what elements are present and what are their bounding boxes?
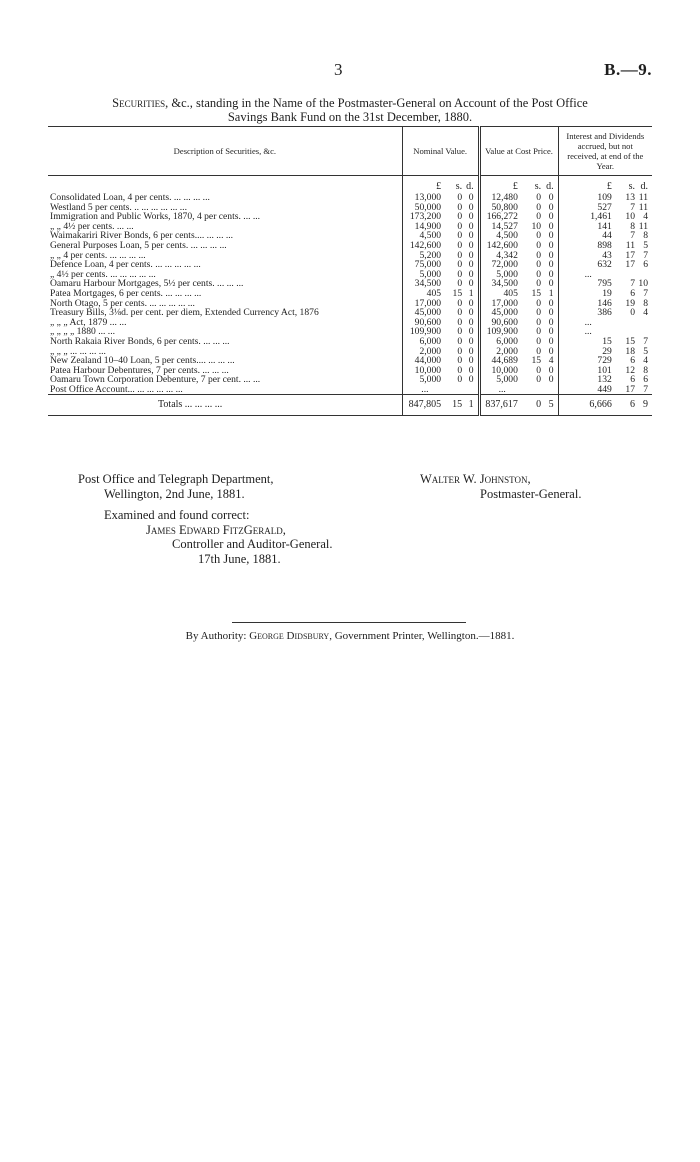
unit-shillings: s.: [534, 181, 542, 193]
table-row: [48, 337, 652, 347]
interest-shillings: 19: [625, 298, 636, 309]
interest-pounds: 15: [558, 337, 618, 347]
interest-pence: 4: [643, 356, 648, 366]
printer-imprint: [48, 630, 652, 642]
cost-pence: 0: [548, 250, 554, 261]
table-row: [48, 318, 652, 328]
table-row: [48, 231, 652, 241]
paper-reference: B.—9.: [604, 60, 652, 79]
interest-shillings: 11: [625, 240, 636, 251]
cost-pence: 0: [548, 193, 554, 203]
interest-pence: 6: [643, 375, 648, 385]
table-header-row: [48, 127, 652, 176]
title-line2: Savings Bank Fund on the 31st December, 1880.: [227, 110, 473, 124]
divider: [232, 622, 466, 623]
interest-pence: 10: [638, 279, 648, 289]
interest-pounds: ...: [558, 318, 618, 328]
nominal-shillings: 0: [457, 365, 463, 376]
interest-pence: 7: [643, 336, 648, 347]
interest-pounds: ...: [558, 270, 618, 280]
cost-shillings: 0: [536, 240, 542, 251]
table-row: [48, 251, 652, 261]
nominal-pence: 0: [468, 336, 474, 347]
cost-pence: 1: [548, 288, 554, 299]
table-row: [48, 212, 652, 222]
imprint-suffix: , Government Printer, Wellington.—1881.: [329, 630, 515, 642]
nominal-pounds: 109,900: [402, 327, 447, 337]
cost-shillings: 0: [536, 365, 542, 376]
cost-shillings: 15: [531, 288, 542, 299]
interest-pounds: 146: [558, 299, 618, 309]
nominal-shillings: 0: [457, 193, 463, 203]
nominal-pence: 0: [468, 193, 474, 203]
nominal-pence: 0: [468, 250, 474, 261]
nominal-shillings: 0: [457, 231, 463, 241]
nominal-pence: 0: [468, 327, 474, 337]
security-description: North Otago, 5 per cents. ... ... ... ... ...: [50, 298, 195, 309]
totals-nominal-pounds: 847,805: [402, 395, 447, 416]
cost-pence: 0: [548, 231, 554, 241]
cost-pounds: 45,000: [479, 308, 524, 318]
interest-pence: 8: [643, 365, 648, 376]
interest-pounds: 386: [558, 308, 618, 318]
nominal-shillings: 15: [452, 288, 463, 299]
interest-shillings: 17: [625, 250, 636, 261]
cost-pence: 0: [548, 327, 554, 337]
interest-pounds: 43: [558, 251, 618, 261]
nominal-pence: 0: [468, 240, 474, 251]
cost-pounds: 34,500: [479, 279, 524, 289]
signatory-title: Postmaster-General.: [480, 487, 582, 501]
nominal-pounds: 50,000: [402, 203, 447, 213]
cost-pounds: 90,600: [479, 318, 524, 328]
cost-pence: 0: [548, 221, 554, 232]
header-description: Description of Securities, &c.: [48, 127, 402, 176]
cost-pounds: 44,689: [479, 356, 524, 366]
cost-shillings: 0: [536, 279, 542, 289]
nominal-pounds: 2,000: [402, 347, 447, 357]
nominal-shillings: 0: [457, 298, 463, 309]
printer-name: George Didsbury: [249, 630, 330, 642]
cost-shillings: 0: [536, 212, 542, 222]
nominal-pounds: 4,500: [402, 231, 447, 241]
nominal-shillings: 0: [457, 250, 463, 261]
interest-pence: [637, 318, 652, 328]
cost-pounds: 405: [479, 289, 524, 299]
cost-pence: 0: [548, 375, 554, 385]
totals-cost-shillings: 0: [524, 395, 543, 416]
interest-pence: 11: [638, 221, 648, 232]
cost-shillings: 0: [536, 202, 542, 213]
security-description: „ 4½ per cents. ... ... ... ... ...: [50, 269, 156, 280]
interest-pence: 11: [638, 202, 648, 213]
cost-pence: 0: [548, 202, 554, 213]
units-row: [48, 176, 652, 194]
cost-pence: 0: [548, 365, 554, 376]
interest-shillings: 0: [630, 308, 636, 318]
nominal-shillings: 0: [457, 375, 463, 385]
cost-shillings: 0: [536, 346, 542, 357]
cost-shillings: 0: [536, 250, 542, 261]
interest-pence: 5: [643, 240, 648, 251]
cost-shillings: 10: [531, 221, 542, 232]
cost-pence: 0: [548, 240, 554, 251]
cost-shillings: 0: [536, 336, 542, 347]
nominal-pence: [464, 385, 479, 395]
nominal-pounds: 44,000: [402, 356, 447, 366]
interest-shillings: 6: [630, 375, 636, 385]
auditor-name: James Edward FitzGerald,: [146, 522, 286, 537]
nominal-pounds: 34,500: [402, 279, 447, 289]
nominal-pounds: 90,600: [402, 318, 447, 328]
cost-pounds: 166,272: [479, 212, 524, 222]
cost-shillings: 0: [536, 327, 542, 337]
nominal-shillings: 0: [457, 336, 463, 347]
interest-pence: 7: [643, 288, 648, 299]
interest-pounds: 1,461: [558, 212, 618, 222]
nominal-pence: 0: [468, 356, 474, 366]
nominal-shillings: 0: [457, 327, 463, 337]
interest-pounds: 132: [558, 375, 618, 385]
security-description: Treasury Bills, 3⅛d. per cent. per diem, Extended Currency Act, 1876: [50, 308, 319, 318]
unit-pence: d.: [640, 181, 648, 193]
cost-shillings: [524, 385, 543, 395]
cost-pounds: 109,900: [479, 327, 524, 337]
cost-pounds: 17,000: [479, 299, 524, 309]
cost-shillings: 15: [531, 356, 542, 366]
nominal-pence: 0: [468, 260, 474, 270]
interest-pence: 4: [643, 212, 648, 222]
interest-pence: 6: [643, 260, 648, 270]
nominal-pence: 0: [468, 231, 474, 241]
postmaster-signature: [420, 472, 581, 502]
cost-pence: 0: [548, 260, 554, 270]
security-description: Patea Harbour Debentures, 7 per cents. ... ... ...: [50, 365, 229, 376]
interest-pence: [637, 327, 652, 337]
security-description: „ „ 4 per cents. ... ... ... ...: [50, 250, 146, 261]
interest-shillings: 17: [625, 384, 636, 395]
interest-pounds: 19: [558, 289, 618, 299]
header-nominal: Nominal Value.: [402, 127, 479, 176]
interest-pounds: 101: [558, 366, 618, 376]
cost-pounds: 5,000: [479, 270, 524, 280]
table-row: [48, 203, 652, 213]
nominal-pounds: ...: [402, 385, 447, 395]
nominal-shillings: 0: [457, 202, 463, 213]
cost-pounds: 2,000: [479, 347, 524, 357]
nominal-pence: 0: [468, 346, 474, 357]
header-cost: Value at Cost Price.: [479, 127, 558, 176]
interest-shillings: 6: [630, 356, 636, 366]
nominal-pence: 0: [468, 365, 474, 376]
cost-shillings: 0: [536, 375, 542, 385]
unit-pounds: £: [479, 176, 524, 194]
interest-shillings: 18: [625, 346, 636, 357]
nominal-shillings: 0: [457, 308, 463, 318]
header-interest: Interest and Dividends accrued, but not received, at end of the Year.: [558, 127, 652, 176]
cost-shillings: 0: [536, 308, 542, 318]
table-row: [48, 241, 652, 251]
nominal-pounds: 5,000: [402, 375, 447, 385]
nominal-shillings: 0: [457, 356, 463, 366]
cost-pounds: 14,527: [479, 222, 524, 232]
cost-pence: 0: [548, 298, 554, 309]
interest-pounds: 29: [558, 347, 618, 357]
cost-pence: 0: [548, 346, 554, 357]
interest-shillings: 12: [625, 365, 636, 376]
signatory-name: Walter W. Johnston,: [420, 472, 531, 486]
nominal-shillings: 0: [457, 260, 463, 270]
totals-interest-shillings: 6: [618, 395, 637, 416]
security-description: Westland 5 per cents. .. ... ... ... ... ...: [50, 202, 187, 213]
security-description: Patea Mortgages, 6 per cents. ... ... ... ...: [50, 288, 202, 299]
unit-pounds: £: [558, 176, 618, 194]
totals-nominal-shillings: 15: [447, 395, 464, 416]
table-row: [48, 327, 652, 337]
interest-pence: 4: [643, 308, 648, 318]
security-description: New Zealand 10–40 Loan, 5 per cents.... ... ... ...: [50, 356, 235, 366]
nominal-pounds: 13,000: [402, 193, 447, 203]
security-description: „ „ 4½ per cents. ... ...: [50, 221, 134, 232]
unit-shillings: s.: [455, 181, 463, 193]
audit-certificate: [104, 508, 332, 566]
totals-cost-pence: 5: [543, 395, 558, 416]
interest-shillings: [618, 318, 637, 328]
nominal-pence: 0: [468, 308, 474, 318]
cost-pounds: 12,480: [479, 193, 524, 203]
security-description: „ „ „ ... ... ... ...: [50, 346, 106, 357]
interest-shillings: 17: [625, 260, 636, 270]
nominal-shillings: 0: [457, 221, 463, 232]
interest-shillings: [618, 270, 637, 280]
security-description: Defence Loan, 4 per cents. ... ... ... ... ...: [50, 260, 201, 270]
cost-shillings: 0: [536, 317, 542, 328]
totals-interest-pounds: 6,666: [558, 395, 618, 416]
totals-cost-pounds: 837,617: [479, 395, 524, 416]
security-description: Oamaru Harbour Mortgages, 5½ per cents. ... ... ...: [50, 279, 244, 289]
cost-pence: [543, 385, 558, 395]
securities-table: [48, 126, 652, 416]
nominal-pence: 0: [468, 317, 474, 328]
nominal-pounds: 17,000: [402, 299, 447, 309]
security-description: „ „ „ Act, 1879 ... ...: [50, 317, 127, 328]
totals-interest-pence: 9: [637, 395, 652, 416]
table-row: [48, 289, 652, 299]
security-description: Oamaru Town Corporation Debenture, 7 per cent. ... ...: [50, 375, 261, 385]
table-row: [48, 222, 652, 232]
nominal-pence: 0: [468, 202, 474, 213]
nominal-pence: 0: [468, 221, 474, 232]
cost-pence: 0: [548, 317, 554, 328]
cost-pounds: 6,000: [479, 337, 524, 347]
unit-shillings: s.: [628, 181, 636, 193]
nominal-shillings: 0: [457, 279, 463, 289]
interest-pence: 5: [643, 346, 648, 357]
statement-title: [48, 96, 652, 124]
nominal-pence: 0: [468, 298, 474, 309]
nominal-shillings: 0: [457, 269, 463, 280]
interest-pounds: 44: [558, 231, 618, 241]
cost-pounds: 50,800: [479, 203, 524, 213]
cost-pounds: 4,500: [479, 231, 524, 241]
signature-place-date: Wellington, 2nd June, 1881.: [104, 487, 245, 501]
interest-pence: 11: [638, 193, 648, 203]
audit-examined: Examined and found correct:: [104, 508, 250, 522]
nominal-pounds: 10,000: [402, 366, 447, 376]
nominal-pounds: 142,600: [402, 241, 447, 251]
nominal-shillings: 0: [457, 346, 463, 357]
interest-pence: 8: [643, 298, 648, 309]
unit-pounds: £: [402, 176, 447, 194]
department-signature: [78, 472, 273, 502]
interest-pounds: 109: [558, 193, 618, 203]
security-description: Immigration and Public Works, 1870, 4 per cents. ... ...: [50, 212, 261, 222]
table-row: [48, 279, 652, 289]
table-row: [48, 299, 652, 309]
nominal-pence: 0: [468, 375, 474, 385]
cost-pence: 0: [548, 279, 554, 289]
cost-pounds: 142,600: [479, 241, 524, 251]
nominal-shillings: 0: [457, 240, 463, 251]
cost-pence: 0: [548, 212, 554, 222]
cost-pounds: 4,342: [479, 251, 524, 261]
nominal-pence: 0: [468, 279, 474, 289]
security-description: „ „ „ „ 1880 ... ...: [50, 327, 116, 337]
nominal-pence: 0: [468, 212, 474, 222]
nominal-pounds: 6,000: [402, 337, 447, 347]
title-lead: Securities: [112, 96, 166, 110]
interest-pence: 7: [643, 384, 648, 395]
nominal-pence: 1: [468, 288, 474, 299]
table-row: [48, 308, 652, 318]
unit-pence: d.: [546, 181, 554, 193]
unit-pence: d.: [466, 181, 474, 193]
table-row: [48, 366, 652, 376]
nominal-pounds: 405: [402, 289, 447, 299]
security-description: General Purposes Loan, 5 per cents. ... ... ... ...: [50, 240, 227, 251]
totals-row: [48, 395, 652, 416]
cost-pounds: 10,000: [479, 366, 524, 376]
nominal-shillings: 0: [457, 317, 463, 328]
interest-pence: 8: [643, 231, 648, 241]
interest-pounds: 141: [558, 222, 618, 232]
interest-shillings: 7: [630, 202, 636, 213]
cost-shillings: 0: [536, 193, 542, 203]
imprint-prefix: By Authority:: [185, 630, 250, 642]
cost-pence: 0: [548, 336, 554, 347]
interest-shillings: 6: [630, 288, 636, 299]
interest-pounds: 632: [558, 260, 618, 270]
department-name: Post Office and Telegraph Department,: [78, 472, 274, 486]
table-row: [48, 385, 652, 395]
interest-pence: [637, 270, 652, 280]
interest-shillings: 10: [625, 212, 636, 222]
nominal-shillings: [447, 385, 464, 395]
cost-pence: 0: [548, 308, 554, 318]
security-description: Waimakariri River Bonds, 6 per cents.... ... ... ...: [50, 231, 234, 241]
interest-pounds: 795: [558, 279, 618, 289]
title-rest: , &c., standing in the Name of the Postmaster-General on Account of the Post Office: [165, 96, 588, 110]
nominal-pounds: 5,200: [402, 251, 447, 261]
cost-pence: 4: [548, 356, 554, 366]
interest-pounds: 449: [558, 385, 618, 395]
security-description: Post Office Account... ... ... ... ... ...: [50, 384, 183, 395]
interest-pounds: 898: [558, 241, 618, 251]
totals-label: Totals ... ... ... ...: [48, 395, 402, 416]
nominal-pounds: 45,000: [402, 308, 447, 318]
table-row: [48, 193, 652, 203]
nominal-pounds: 173,200: [402, 212, 447, 222]
table-row: [48, 260, 652, 270]
audit-date: 17th June, 1881.: [198, 551, 281, 566]
cost-pounds: 5,000: [479, 375, 524, 385]
table-row: [48, 356, 652, 366]
interest-pounds: 729: [558, 356, 618, 366]
security-description: North Rakaia River Bonds, 6 per cents. ... ... ...: [50, 336, 230, 347]
table-row: [48, 270, 652, 280]
interest-shillings: [618, 327, 637, 337]
cost-shillings: 0: [536, 231, 542, 241]
totals-nominal-pence: 1: [464, 395, 479, 416]
interest-pounds: ...: [558, 327, 618, 337]
cost-pounds: 72,000: [479, 260, 524, 270]
interest-shillings: 7: [630, 279, 636, 289]
nominal-pounds: 14,900: [402, 222, 447, 232]
page-number: 3: [334, 60, 343, 79]
nominal-pounds: 75,000: [402, 260, 447, 270]
interest-shillings: 15: [625, 336, 636, 347]
cost-pence: 0: [548, 269, 554, 280]
cost-shillings: 0: [536, 260, 542, 270]
auditor-title: Controller and Auditor-General.: [172, 537, 333, 551]
nominal-pounds: 5,000: [402, 270, 447, 280]
table-row: [48, 375, 652, 385]
cost-shillings: 0: [536, 269, 542, 280]
interest-shillings: 8: [630, 221, 636, 232]
nominal-pence: 0: [468, 269, 474, 280]
interest-shillings: 7: [630, 231, 636, 241]
cost-shillings: 0: [536, 298, 542, 309]
interest-pence: 7: [643, 250, 648, 261]
interest-shillings: 13: [625, 193, 636, 203]
security-description: Consolidated Loan, 4 per cents. ... ... ... ...: [50, 193, 210, 203]
table-row: [48, 347, 652, 357]
cost-pounds: ...: [479, 385, 524, 395]
nominal-shillings: 0: [457, 212, 463, 222]
interest-pounds: 527: [558, 203, 618, 213]
